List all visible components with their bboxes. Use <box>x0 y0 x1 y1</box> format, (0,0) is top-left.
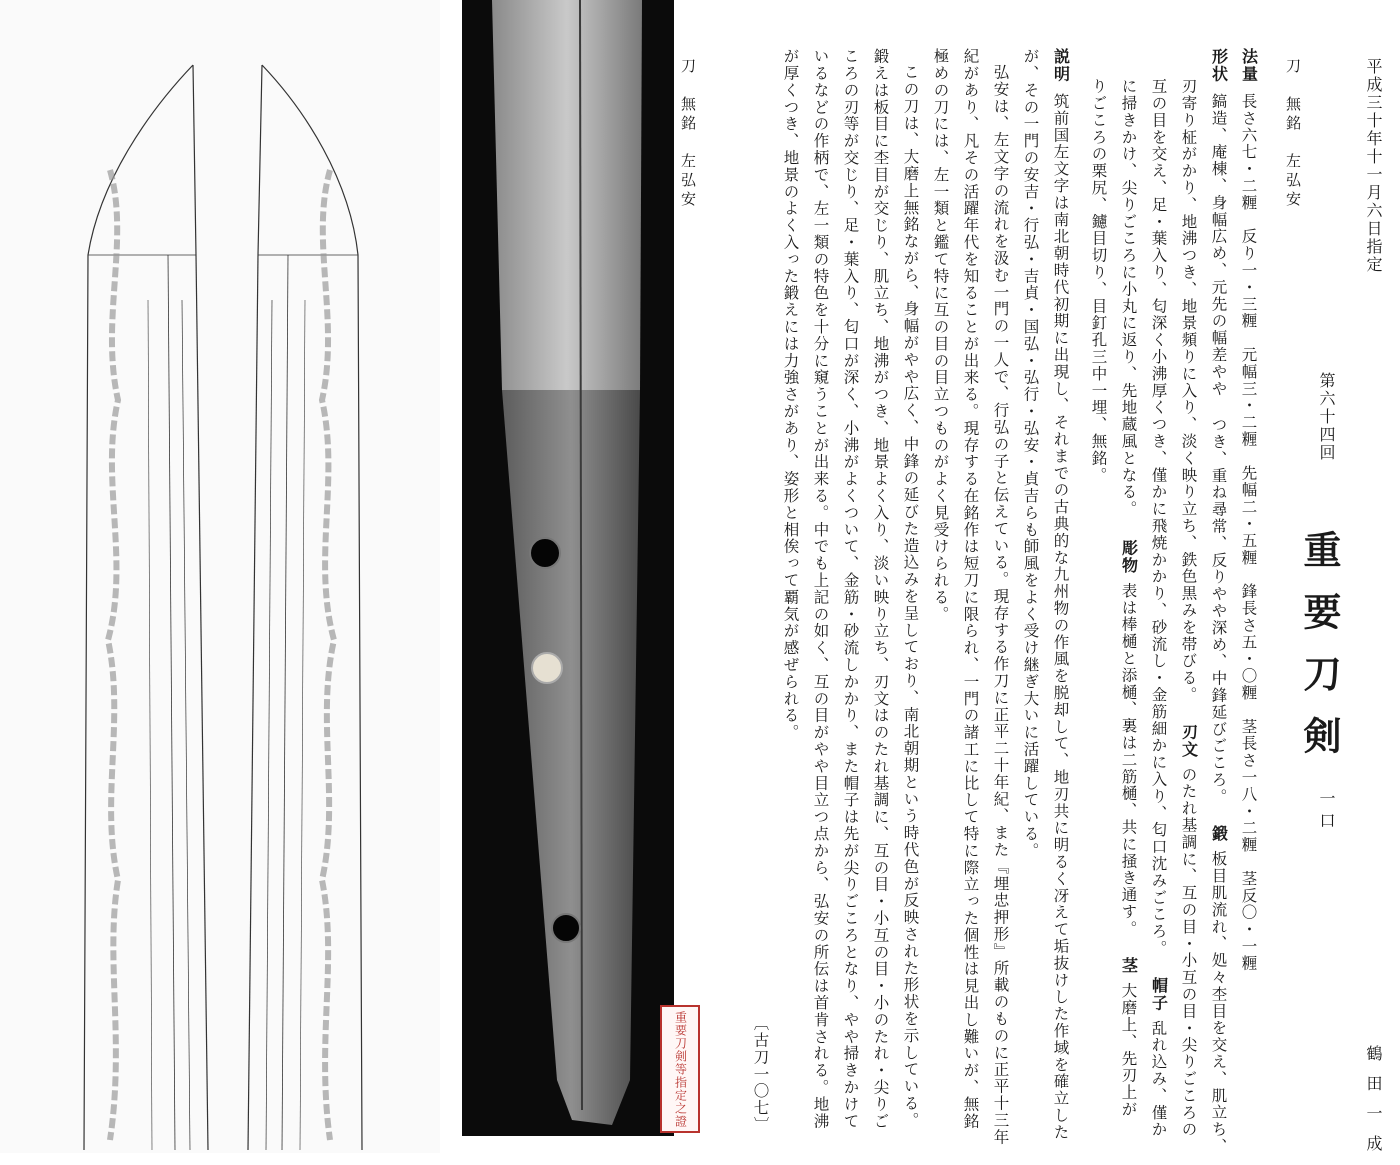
blade-left-edge <box>84 65 193 1150</box>
setsumei-p2-l3: 極めの刀には、左一類と鑑て特に互の目の目立つものがよく見受けられる。 <box>931 48 950 623</box>
kitae-continued <box>1180 78 1197 1138</box>
houryou-text: 長さ六七・二糎 反り一・三糎 元幅三・二糎 先幅二・五糎 鋒長さ五・〇糎 茎長さ一八・二糎 茎反〇・一糎 <box>1239 92 1258 972</box>
blade-right-hamon <box>322 170 334 1140</box>
nakago-head: 茎 <box>1119 957 1139 975</box>
blade-photo-svg <box>462 0 674 1136</box>
blade-left-back <box>196 255 208 1150</box>
blade-left-ridge <box>193 65 196 255</box>
blade-left-hamon <box>108 170 118 1140</box>
keijou-head: 形状 <box>1209 48 1229 83</box>
horimono-head: 彫物 <box>1119 539 1139 575</box>
setsumei-head: 説明 <box>1051 48 1071 83</box>
houryou-line <box>1240 48 1257 972</box>
setsumei-p2-l2: 紀があり、凡その活躍年代を知ることが出来る。現存する在銘作は短刀に限られ、一門の諸工に比して特に際立った個性は見出し難いが、無銘 <box>961 48 980 1130</box>
setsumei-p3-l5: が厚くつき、地景のよく入った鍛えには力強さがあり、姿形と相俟って覇気が感ぜられる。 <box>781 48 800 741</box>
page-title: 重要刀剣 <box>1297 530 1342 778</box>
hamon-continued <box>1150 78 1167 1138</box>
oshigata-blade-left <box>84 65 208 1150</box>
hamon-head: 刃文 <box>1179 723 1199 759</box>
designation-date: 平成三十年十一月六日指定 <box>1364 58 1383 274</box>
session-number: 第六十四回 <box>1317 372 1336 462</box>
boushi-cont-text: に掃きかけ、尖りごころに小丸に返り、先地蔵風となる。 <box>1119 78 1138 518</box>
setsumei-p3-l2: 鍛えは板目に杢目が交じり、肌立ち、地沸がつき、地景よく入り、淡い映り立ち、刃文はのたれ基調に、互の目・小互の目・小のたれ・尖りご <box>871 48 890 1130</box>
oshigata-caption: 刀 無銘 左弘安 <box>679 58 697 210</box>
setsumei-p3-l4: いるなどの作柄で、左一類の特色を十分に窺うことが出来る。中でも上記の如く、互の目がやや目立つ点から、弘安の所伝は首肯される。地沸 <box>811 48 830 1130</box>
blade-right-shinogi <box>282 255 288 1150</box>
blade-left-groove2 <box>148 300 152 1150</box>
oshigata-drawing <box>0 0 440 1153</box>
certification-seal: 重要刀剣等指定之證 <box>660 1005 700 1133</box>
setsumei-p1-l1: 筑前国左文字は南北朝時代初期に出現し、それまでの古典的な九州物の作風を脱却して、地刃共に明るく冴えて垢抜けした作域を確立した <box>1051 92 1070 1141</box>
blade-photo <box>462 0 674 1136</box>
setsumei-line-1 <box>1052 48 1069 1141</box>
blade-right-groove2 <box>300 300 305 1150</box>
kitae-cont-text: 刃寄り柾がかり、地沸つき、地景頻りに入り、淡く映り立ち、鉄色黒みを帯びる。 <box>1179 78 1198 704</box>
item-title: 刀 無銘 左弘安 <box>1284 58 1302 210</box>
blade-nakago-tang <box>502 390 640 1125</box>
mekugi-hole-filled <box>532 653 562 683</box>
mekugi-hole-3 <box>552 914 580 942</box>
author-name: 鶴田一成 <box>1364 1045 1383 1165</box>
boushi-head: 帽子 <box>1149 976 1169 1012</box>
kitae-text: 板目肌流れ、処々杢目を交え、肌立ち、 <box>1209 850 1228 1155</box>
nakago-continued: りごころの栗尻、鑢目切り、目釘孔三中一埋、無銘。 <box>1089 78 1108 484</box>
blade-right-back <box>248 255 258 1150</box>
setsumei-p1-l2: が、その一門の安吉・行弘・吉貞・国弘・弘行・弘安・貞吉らも師風をよく受け継ぎ大いに活躍している。 <box>1021 48 1040 860</box>
boushi-continued <box>1120 78 1137 1118</box>
setsumei-p2-l1: 弘安は、左文字の流れを汲む一門の一人で、行弘の子と伝えている。現存する作刀に正平二十年紀、また『埋忠押形』所載のものに正平十三年 <box>991 64 1010 1146</box>
mekugi-hole-1 <box>530 538 560 568</box>
blade-upper-steel <box>492 0 642 390</box>
blade-right-edge <box>262 65 362 1150</box>
item-count: 一口 <box>1317 790 1336 834</box>
houryou-head: 法量 <box>1239 48 1259 83</box>
kitae-head: 鍛 <box>1209 825 1229 843</box>
blade-left-shinogi <box>168 255 175 1150</box>
oshigata-blade-right <box>248 65 362 1150</box>
blade-right-ridge <box>258 65 262 255</box>
boushi-text: 乱れ込み、僅か <box>1149 1019 1168 1138</box>
nakago-text: 大磨上、先刃上が <box>1119 982 1138 1118</box>
setsumei-p3-l3: ころの刃等が交じり、足・葉入り、匂口が深く、小沸がよくついて、金筋・砂流しかかり、また帽子は先が尖りごころとなり、やや掃きかけて <box>841 48 860 1130</box>
hamon-text: のたれ基調に、互の目・小互の目・尖りごころの <box>1179 766 1198 1138</box>
blade-left-groove <box>182 300 190 1150</box>
keijou-text: 鎬造、庵棟、身幅広め、元先の幅差やや つき、重ね尋常、反りやや深め、中鋒延びごころ。 <box>1209 92 1228 806</box>
horimono-text: 表は棒樋と添樋、裏は二筋樋、共に掻き通す。 <box>1119 582 1138 938</box>
keijou-line <box>1210 48 1227 1155</box>
oshigata-svg <box>0 0 440 1153</box>
setsumei-p3-l1: この刀は、大磨上無銘ながら、身幅がやや広く、中鋒の延びた造込みを呈しており、南北朝期という時代色が反映された形状を示している。 <box>901 64 920 1129</box>
reference-code: 〔古刀一〇七〕 <box>751 1015 770 1134</box>
hamon-cont-text: 互の目を交え、足・葉入り、匂深く小沸厚くつき、僅かに飛焼かかり、砂流し・金筋細かに入り、匂口沈みごころ。 <box>1149 78 1168 957</box>
blade-right-groove <box>266 300 272 1150</box>
